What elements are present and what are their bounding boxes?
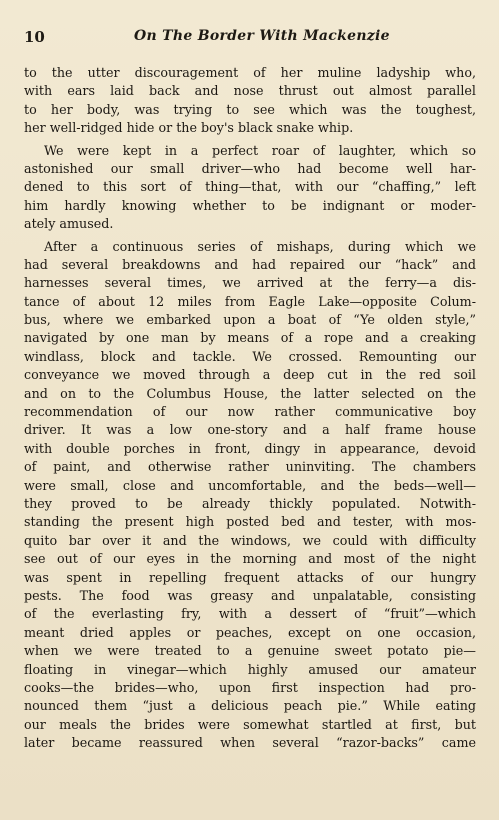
page-number: 10 xyxy=(24,28,45,46)
text-line: and on to the Columbus House, the latter selected on the xyxy=(24,385,476,401)
text-line: conveyance we moved through a deep cut in the red soil xyxy=(24,367,476,383)
text-line: ately amused. xyxy=(24,216,114,232)
text-line: him hardly knowing whether to be indignant or moder- xyxy=(24,197,476,213)
text-line: see out of our eyes in the morning and most of the night xyxy=(24,551,476,567)
text-line: had several breakdowns and had repaired our “hack” and xyxy=(24,256,476,272)
text-line: our meals the brides were somewhat startled at first, but xyxy=(24,716,476,732)
text-line: meant dried apples or peaches, except on one occasion, xyxy=(24,624,476,640)
text-line: windlass, block and tackle. We crossed. Remounting our xyxy=(24,348,476,364)
text-line: bus, where we embarked upon a boat of “Ye olden style,” xyxy=(24,312,476,328)
text-line: tance of about 12 miles from Eagle Lake—opposite Colum- xyxy=(24,293,476,309)
text-line: was spent in repelling frequent attacks of our hungry xyxy=(24,569,476,585)
paragraph-3 xyxy=(24,238,476,753)
text-line: when we were treated to a genuine sweet potato pie— xyxy=(24,643,476,659)
text-line: astonished our small driver—who had become well har- xyxy=(24,160,476,176)
text-line: with ears laid back and nose thrust out almost parallel xyxy=(24,83,476,99)
text-line: later became reassured when several “razor-backs” came xyxy=(24,735,476,751)
book-title: On The Border With Mackenzie xyxy=(134,28,390,44)
text-line: recommendation of our now rather communicative boy xyxy=(24,404,476,420)
text-line: to her body, was trying to see which was the toughest, xyxy=(24,101,476,117)
text-line: navigated by one man by means of a rope and a creaking xyxy=(24,330,476,346)
text-line: of the everlasting fry, with a dessert of “fruit”—which xyxy=(24,606,476,622)
text-line: with double porches in front, dingy in appearance, devoid xyxy=(24,440,476,456)
text-line: pests. The food was greasy and unpalatable, consisting xyxy=(24,587,476,603)
text-line: of paint, and otherwise rather uninviting. The chambers xyxy=(24,459,476,475)
text-line: quito bar over it and the windows, we could with difficulty xyxy=(24,532,476,548)
running-head xyxy=(24,28,476,48)
body-text xyxy=(24,64,476,756)
text-line: they proved to be already thickly populated. Notwith- xyxy=(24,495,476,511)
text-line: nounced them “just a delicious peach pie.” While eating xyxy=(24,698,476,714)
text-line: harnesses several times, we arrived at the ferry—a dis- xyxy=(24,275,476,291)
text-line: to the utter discouragement of her muline ladyship who, xyxy=(24,65,476,80)
text-line: floating in vinegar—which highly amused our amateur xyxy=(24,661,476,677)
text-line: her well-ridged hide or the boy's black snake whip. xyxy=(24,120,354,136)
text-line: driver. It was a low one-story and a half frame house xyxy=(24,422,476,438)
text-line: standing the present high posted bed and tester, with mos- xyxy=(24,514,476,530)
text-line: were small, close and uncomfortable, and the beds—well— xyxy=(24,477,476,493)
text-line: dened to this sort of thing—that, with our “chaffing,” left xyxy=(24,179,476,195)
text-line: cooks—the brides—who, upon first inspection had pro- xyxy=(24,679,476,695)
text-line: After a continuous series of mishaps, during which we xyxy=(44,238,476,254)
paragraph-1 xyxy=(24,64,476,138)
paragraph-2 xyxy=(24,142,476,234)
text-line: We were kept in a perfect roar of laughter, which so xyxy=(44,142,476,158)
